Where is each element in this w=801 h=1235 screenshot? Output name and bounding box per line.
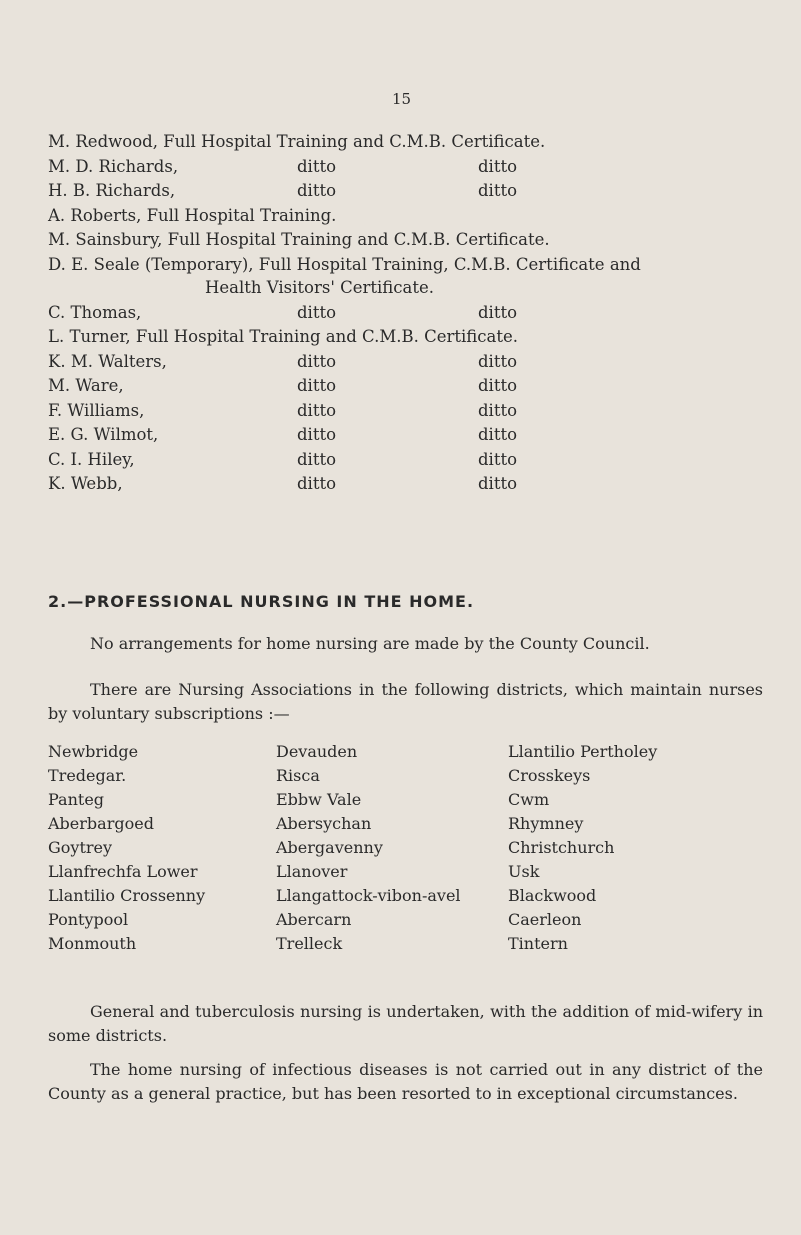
staff-row xyxy=(48,155,641,180)
staff-row xyxy=(48,423,641,448)
staff-ditto: ditto xyxy=(478,474,518,493)
district-item: Llantilio Crossenny xyxy=(48,886,206,905)
district-item: Llangattock-vibon-avel xyxy=(276,886,461,905)
staff-ditto: ditto xyxy=(478,376,518,395)
staff-ditto: ditto xyxy=(478,400,518,420)
staff-name: M. Redwood, Full Hospital Training and C.M.B. Certificate. xyxy=(48,132,546,151)
staff-row xyxy=(48,204,641,229)
district-column xyxy=(48,740,276,956)
staff-name: C. Thomas, xyxy=(48,302,142,322)
staff-row xyxy=(48,399,641,424)
district-item: Abersychan xyxy=(276,814,372,833)
district-item: Christchurch xyxy=(508,838,615,857)
staff-row-continuation: Health Visitors' Certificate. xyxy=(205,278,435,297)
staff-row xyxy=(48,301,641,326)
paragraph-infectious-diseases: The home nursing of infectious diseases is not carried out in any district of the County as a general practice, but has been resorted to in exceptional circumstances. xyxy=(48,1060,763,1103)
staff-name: C. I. Hiley, xyxy=(48,449,135,469)
district-item: Tintern xyxy=(508,934,568,953)
staff-ditto: ditto xyxy=(478,181,518,200)
staff-list xyxy=(48,130,641,497)
staff-ditto: ditto xyxy=(478,449,518,469)
district-item: Abergavenny xyxy=(276,838,383,857)
district-item: Risca xyxy=(276,766,320,785)
staff-ditto: ditto xyxy=(478,156,518,176)
district-item: Panteg xyxy=(48,790,105,809)
district-item: Abercarn xyxy=(276,910,352,929)
district-item: Blackwood xyxy=(508,886,597,905)
staff-name: L. Turner, Full Hospital Training and C.M.B. Certificate. xyxy=(48,327,518,346)
staff-ditto: ditto xyxy=(297,400,337,420)
district-item: Tredegar. xyxy=(48,766,127,785)
staff-name: H. B. Richards, xyxy=(48,181,176,200)
staff-ditto: ditto xyxy=(297,351,337,371)
district-item: Caerleon xyxy=(508,910,582,929)
districts-list xyxy=(48,740,768,956)
district-item: Goytrey xyxy=(48,838,113,857)
section-heading: 2.—PROFESSIONAL NURSING IN THE HOME. xyxy=(48,592,475,611)
staff-ditto: ditto xyxy=(478,351,518,371)
staff-row xyxy=(48,472,641,497)
district-column xyxy=(276,740,508,956)
district-item: Cwm xyxy=(508,790,550,809)
staff-name: F. Williams, xyxy=(48,400,145,420)
staff-name: K. M. Walters, xyxy=(48,351,167,371)
staff-row xyxy=(48,130,641,155)
paragraph-home-nursing: No arrangements for home nursing are made by the County Council. xyxy=(90,634,650,653)
staff-ditto: ditto xyxy=(297,181,337,200)
district-item: Trelleck xyxy=(276,934,343,953)
district-item: Devauden xyxy=(276,742,358,761)
staff-name: K. Webb, xyxy=(48,474,123,493)
district-item: Monmouth xyxy=(48,934,137,953)
district-item: Llantilio Pertholey xyxy=(508,742,658,761)
district-item: Pontypool xyxy=(48,910,129,929)
district-column xyxy=(508,740,768,956)
paragraph-nursing-associations: There are Nursing Associations in the following districts, which maintain nurses by voluntary subscriptions :— xyxy=(48,680,763,723)
district-item: Crosskeys xyxy=(508,766,591,785)
staff-ditto: ditto xyxy=(478,302,518,322)
staff-ditto: ditto xyxy=(478,425,518,444)
district-item: Ebbw Vale xyxy=(276,790,362,809)
staff-ditto: ditto xyxy=(297,425,337,444)
district-item: Llanfrechfa Lower xyxy=(48,862,198,881)
staff-name: D. E. Seale (Temporary), Full Hospital Training, C.M.B. Certificate and xyxy=(48,254,641,274)
staff-ditto: ditto xyxy=(297,474,337,493)
district-item: Newbridge xyxy=(48,742,139,761)
staff-row xyxy=(48,179,641,204)
staff-name: M. Ware, xyxy=(48,376,124,395)
staff-row xyxy=(48,374,641,399)
staff-ditto: ditto xyxy=(297,156,337,176)
staff-name: E. G. Wilmot, xyxy=(48,425,159,444)
paragraph-general-nursing: General and tuberculosis nursing is undertaken, with the addition of mid-wifery in some districts. xyxy=(48,1002,763,1045)
district-item: Llanover xyxy=(276,862,348,881)
district-item: Rhymney xyxy=(508,814,584,833)
staff-row xyxy=(48,350,641,375)
staff-ditto: ditto xyxy=(297,376,337,395)
staff-name: A. Roberts, Full Hospital Training. xyxy=(48,205,337,225)
staff-ditto: ditto xyxy=(297,449,337,469)
staff-name: M. D. Richards, xyxy=(48,156,179,176)
staff-row xyxy=(48,448,641,473)
staff-ditto: ditto xyxy=(297,302,337,322)
district-item: Aberbargoed xyxy=(48,814,154,833)
staff-row xyxy=(48,253,641,278)
staff-row xyxy=(48,325,641,350)
staff-row xyxy=(48,228,641,253)
staff-name: M. Sainsbury, Full Hospital Training and C.M.B. Certificate. xyxy=(48,230,550,249)
page-number: 15 xyxy=(392,90,412,108)
district-item: Usk xyxy=(508,862,540,881)
